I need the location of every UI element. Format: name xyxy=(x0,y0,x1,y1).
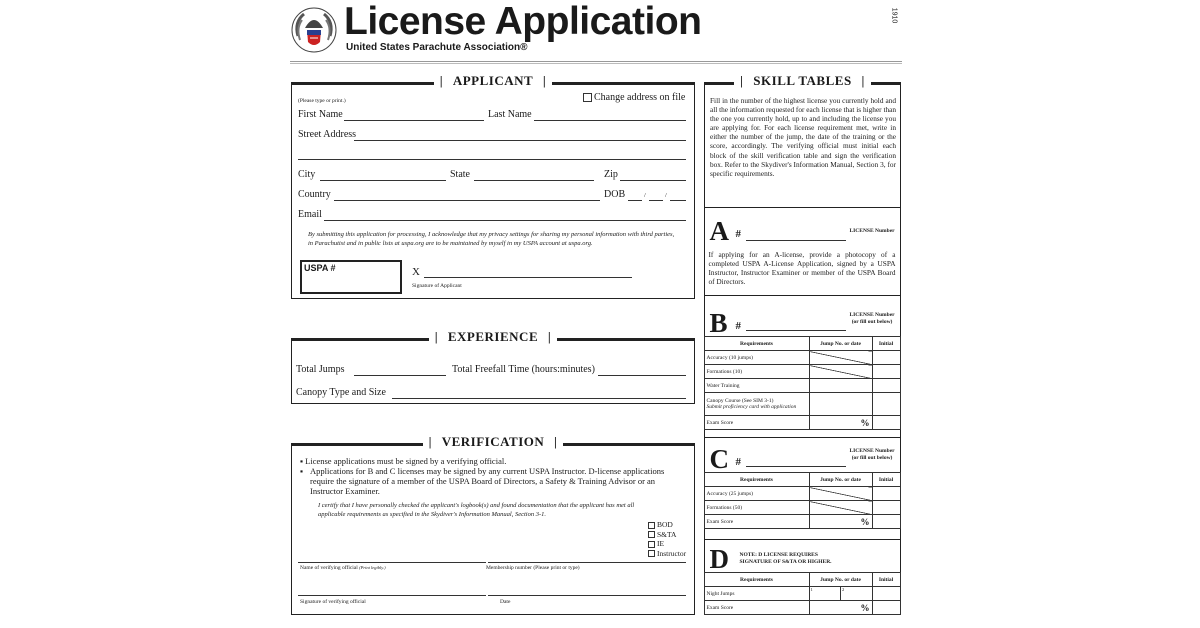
dob-sep-1: / xyxy=(644,192,646,199)
option-sta[interactable]: S&TA xyxy=(648,530,686,540)
membership-number-label: Membership number (Please print or type) xyxy=(486,565,580,571)
option-bod[interactable]: BOD xyxy=(648,520,686,530)
table-row: Water Training xyxy=(704,379,900,393)
zip-label: Zip xyxy=(604,169,618,180)
total-jumps-label: Total Jumps xyxy=(296,364,345,375)
dob-month-field[interactable] xyxy=(628,200,642,201)
verification-bullet-2: ▪ Applications for B and C licenses may be signed by any current USPA Instructor. D-license applications require the signature of a member of the USPA Board of Directors, a Safety & Training Advisor or an Instructor Examiner. xyxy=(300,466,665,496)
license-c-number-label: LICENSE Number (or fill out below) xyxy=(849,448,895,461)
table-row: Exam Score % xyxy=(704,416,900,430)
table-header-row: Requirements Jump No. or date Initial xyxy=(704,573,900,587)
table-row: Accuracy (10 jumps) xyxy=(704,351,900,365)
license-d-letter: D xyxy=(709,544,729,574)
initial-cell[interactable] xyxy=(872,515,900,529)
first-name-field[interactable] xyxy=(344,120,484,121)
last-name-field[interactable] xyxy=(534,120,686,121)
canopy-field[interactable] xyxy=(392,398,686,399)
score-cell[interactable]: % xyxy=(809,416,872,430)
verification-heading: | VERIFICATION | xyxy=(423,434,564,449)
applicant-heading: | APPLICANT | xyxy=(434,73,553,88)
change-address-option[interactable]: Change address on file xyxy=(583,92,685,103)
applicant-section xyxy=(291,73,695,299)
license-b-hash: # xyxy=(735,320,741,332)
license-a-hash: # xyxy=(735,228,741,240)
license-b-block xyxy=(704,295,901,432)
initial-cell[interactable] xyxy=(872,587,900,601)
initial-cell[interactable] xyxy=(872,365,900,379)
table-row: Exam Score % xyxy=(704,515,900,529)
uspa-number-label: USPA # xyxy=(304,263,336,273)
country-field[interactable] xyxy=(334,200,600,201)
table-row: Night Jumps 1 2 xyxy=(704,587,900,601)
initial-cell[interactable] xyxy=(872,487,900,501)
official-signature-label: Signature of verifying official xyxy=(300,599,366,605)
verification-section xyxy=(291,434,695,615)
option-ie[interactable]: IE xyxy=(648,539,686,549)
initial-cell[interactable] xyxy=(872,351,900,365)
country-label: Country xyxy=(298,189,331,200)
license-b-table xyxy=(704,336,901,430)
license-b-letter: B xyxy=(709,308,728,338)
certify-statement: I certify that I have personally checked the applicant's logbook(s) and found documentation that the applicant has met all applicable requirements as specified in the Skydiver's Information Manual, Section 3-1. xyxy=(318,502,635,518)
page-subtitle: United States Parachute Association® xyxy=(346,42,528,53)
total-jumps-field[interactable] xyxy=(354,375,446,376)
freefall-time-field[interactable] xyxy=(598,375,686,376)
email-field[interactable] xyxy=(324,220,686,221)
skill-intro: Fill in the number of the highest license you currently hold and all the information requested for each license that is higher than the one you currently hold, up to and including the license you are applying for. For each license requirement met, write in either the number of the jump, the date of the training or the score, accordingly. The verifying official must initial each block of the skill verification table and sign the verification box. Refer to the Skydiver's Information Manual, Section 3, for specific requirements. xyxy=(710,96,897,178)
option-instructor[interactable]: Instructor xyxy=(648,549,686,559)
table-row: Formations (50) xyxy=(704,501,900,515)
applicant-signature-field[interactable] xyxy=(424,277,632,278)
table-header-row: Requirements Jump No. or date Initial xyxy=(704,473,900,487)
table-header-row: Requirements Jump No. or date Initial xyxy=(704,337,900,351)
table-row: Accuracy (25 jumps) xyxy=(704,487,900,501)
email-label: Email xyxy=(298,209,322,220)
header-rule xyxy=(290,61,902,62)
bod-checkbox[interactable] xyxy=(648,522,655,529)
official-name-label: Name of verifying official (Print legibly.) xyxy=(300,565,386,571)
license-c-letter: C xyxy=(709,444,729,474)
applicant-signature-label: Signature of Applicant xyxy=(412,283,462,289)
license-c-table xyxy=(704,472,901,529)
jump-cell[interactable]: 1 2 xyxy=(809,587,872,601)
street-address-field[interactable] xyxy=(354,140,686,141)
license-c-number-field[interactable] xyxy=(746,466,846,467)
jump-cell[interactable] xyxy=(809,501,872,515)
membership-number-field[interactable] xyxy=(488,562,686,563)
initial-cell[interactable] xyxy=(872,393,900,416)
state-label: State xyxy=(450,169,470,180)
street-address-field-2[interactable] xyxy=(298,159,686,160)
license-c-block xyxy=(704,437,901,538)
dob-year-field[interactable] xyxy=(670,200,686,201)
canopy-label: Canopy Type and Size xyxy=(296,387,386,398)
skill-tables-section xyxy=(704,73,901,615)
table-row: Exam Score % xyxy=(704,601,900,615)
ie-checkbox[interactable] xyxy=(648,541,655,548)
experience-heading: | EXPERIENCE | xyxy=(429,329,558,344)
privacy-statement: By submitting this application for processing, I acknowledge that my privacy settings for sharing my personal information with third parties, in Parachutist and in public lists at uspa.org are to be maintained by myself in my USPA account at uspa.org. xyxy=(308,231,675,247)
signature-x: X xyxy=(412,266,420,278)
license-a-number-field[interactable] xyxy=(746,240,846,241)
initial-cell[interactable] xyxy=(872,501,900,515)
please-type-note: (Please type or print.) xyxy=(298,98,346,104)
dob-label: DOB xyxy=(604,189,626,200)
jump-cell[interactable] xyxy=(809,379,872,393)
page-title: License Application xyxy=(344,0,702,43)
street-address-label: Street Address xyxy=(298,129,357,140)
license-a-block xyxy=(704,207,901,296)
dob-sep-2: / xyxy=(665,192,667,199)
license-d-table xyxy=(704,572,901,615)
uspa-number-box[interactable] xyxy=(300,260,402,294)
table-row: Formations (10) xyxy=(704,365,900,379)
table-row: Canopy Course (See SIM 3-1) Submit proficiency card with application xyxy=(704,393,900,416)
official-signature-field[interactable] xyxy=(298,595,486,596)
city-field[interactable] xyxy=(320,180,446,181)
jump-cell[interactable] xyxy=(809,351,872,365)
initial-cell[interactable] xyxy=(872,379,900,393)
verification-date-field[interactable] xyxy=(488,595,686,596)
license-a-number-label: LICENSE Number xyxy=(849,228,895,234)
initial-cell[interactable] xyxy=(872,416,900,430)
initial-cell[interactable] xyxy=(872,601,900,615)
zip-field[interactable] xyxy=(620,180,686,181)
license-a-text: If applying for an A-license, provide a photocopy of a completed USPA A-License Application, signed by a USPA Instructor, Instructor Examiner or member of the USPA Board of Directors. xyxy=(708,250,896,287)
score-cell[interactable]: % xyxy=(809,515,872,529)
date-label: Date xyxy=(500,599,511,605)
first-name-label: First Name xyxy=(298,109,343,120)
experience-section xyxy=(291,329,695,404)
score-cell[interactable]: % xyxy=(809,601,872,615)
license-c-hash: # xyxy=(735,456,741,468)
sta-checkbox[interactable] xyxy=(648,531,655,538)
official-name-field[interactable] xyxy=(298,562,486,563)
last-name-label: Last Name xyxy=(488,109,532,120)
jump-cell[interactable] xyxy=(809,487,872,501)
skill-tables-heading: | SKILL TABLES | xyxy=(734,73,871,88)
license-b-number-label: LICENSE Number (or fill out below) xyxy=(849,312,895,325)
license-b-number-field[interactable] xyxy=(746,330,846,331)
jump-cell[interactable] xyxy=(809,365,872,379)
license-d-block xyxy=(704,539,901,616)
license-a-letter: A xyxy=(709,216,729,246)
state-field[interactable] xyxy=(474,180,594,181)
license-d-note: NOTE: D LICENSE REQUIRES SIGNATURE OF S&TA OR HIGHER. xyxy=(739,552,832,565)
change-address-checkbox[interactable] xyxy=(583,93,592,102)
header-rule-2 xyxy=(290,63,902,64)
uspa-logo-icon xyxy=(290,6,338,54)
dob-day-field[interactable] xyxy=(649,200,663,201)
freefall-time-label: Total Freefall Time (hours:minutes) xyxy=(452,364,595,375)
instructor-checkbox[interactable] xyxy=(648,550,655,557)
city-label: City xyxy=(298,169,316,180)
form-number: 1910 xyxy=(890,7,898,24)
verification-bullet-1: ▪ License applications must be signed by a verifying official. xyxy=(300,456,507,466)
jump-cell[interactable] xyxy=(809,393,872,416)
official-type-options xyxy=(648,520,686,558)
